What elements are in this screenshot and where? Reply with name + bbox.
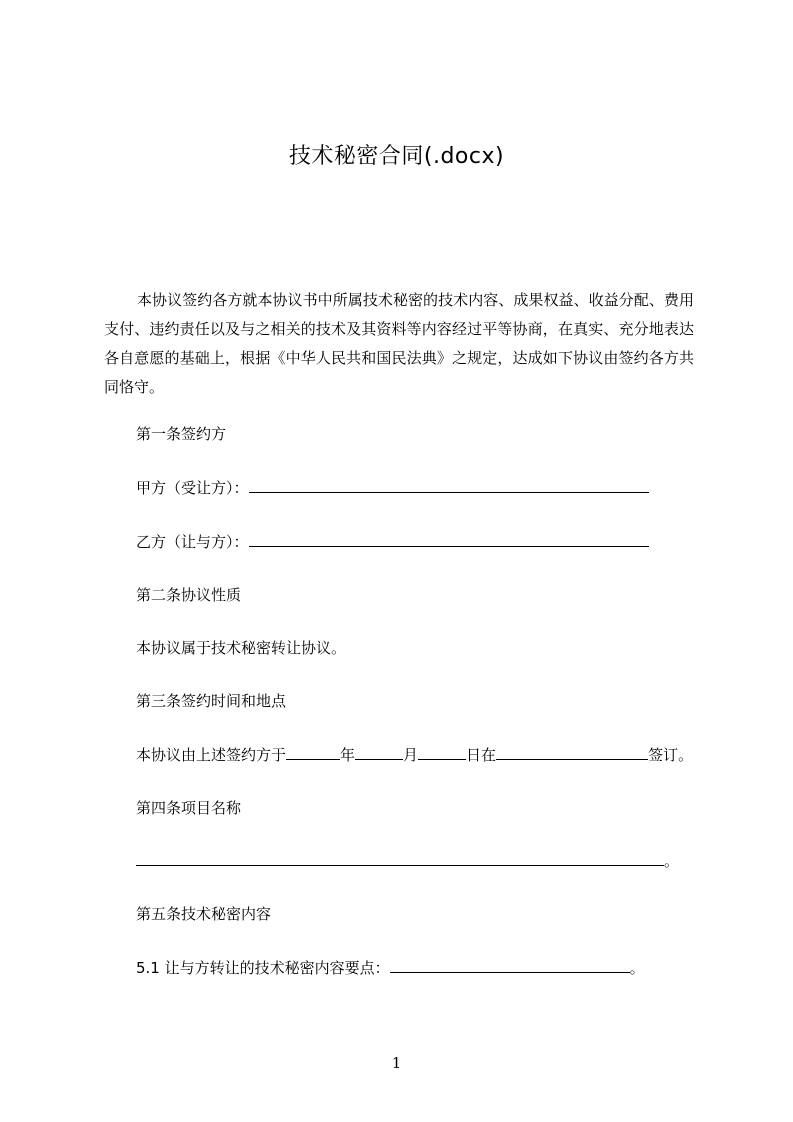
article-3-heading: 第三条签约时间和地点 bbox=[136, 692, 287, 710]
party-a-line bbox=[136, 477, 649, 499]
party-b-blank[interactable] bbox=[249, 531, 649, 547]
document-title: 技术秘密合同(.docx) bbox=[288, 144, 505, 169]
month-label: 月 bbox=[403, 746, 419, 764]
year-label: 年 bbox=[340, 746, 356, 764]
day-blank[interactable] bbox=[418, 744, 466, 760]
year-blank[interactable] bbox=[286, 744, 340, 760]
article-4-end: 。 bbox=[664, 852, 680, 870]
article-5-heading: 第五条技术秘密内容 bbox=[136, 905, 272, 923]
article-3-suffix: 签订。 bbox=[648, 746, 694, 764]
party-a-label: 甲方（受让方）： bbox=[136, 479, 249, 497]
article-4-blank-line bbox=[136, 850, 679, 872]
intro-paragraph: 本协议签约各方就本协议书中所属技术秘密的技术内容、成果权益、收益分配、费用支付、违约责任以及与之相关的技术及其资料等内容经过平等协商，在真实、充分地表达各自意愿的基础上，根据《中华人民共和国民法典》之规定，达成如下协议由签约各方共同恪守。 bbox=[104, 291, 694, 396]
article-3-text-line bbox=[136, 744, 693, 766]
place-blank[interactable] bbox=[496, 744, 648, 760]
article-5-1-line bbox=[136, 957, 645, 979]
month-blank[interactable] bbox=[355, 744, 403, 760]
project-name-blank[interactable] bbox=[136, 850, 664, 866]
day-label: 日在 bbox=[466, 746, 497, 764]
article-5-1-label: 5.1 让与方转让的技术秘密内容要点： bbox=[136, 959, 390, 977]
article-3-prefix: 本协议由上述签约方于 bbox=[136, 746, 287, 764]
party-b-line bbox=[136, 531, 649, 553]
article-4-heading: 第四条项目名称 bbox=[136, 799, 242, 817]
article-2-text: 本协议属于技术秘密转让协议。 bbox=[136, 639, 347, 657]
article-1-heading: 第一条签约方 bbox=[136, 425, 227, 443]
party-a-blank[interactable] bbox=[249, 477, 649, 493]
party-b-label: 乙方（让与方）： bbox=[136, 533, 249, 551]
secret-content-blank[interactable] bbox=[390, 957, 630, 973]
page-number: 1 bbox=[391, 1054, 402, 1072]
article-5-1-end: 。 bbox=[629, 959, 645, 977]
article-2-heading: 第二条协议性质 bbox=[136, 586, 242, 604]
